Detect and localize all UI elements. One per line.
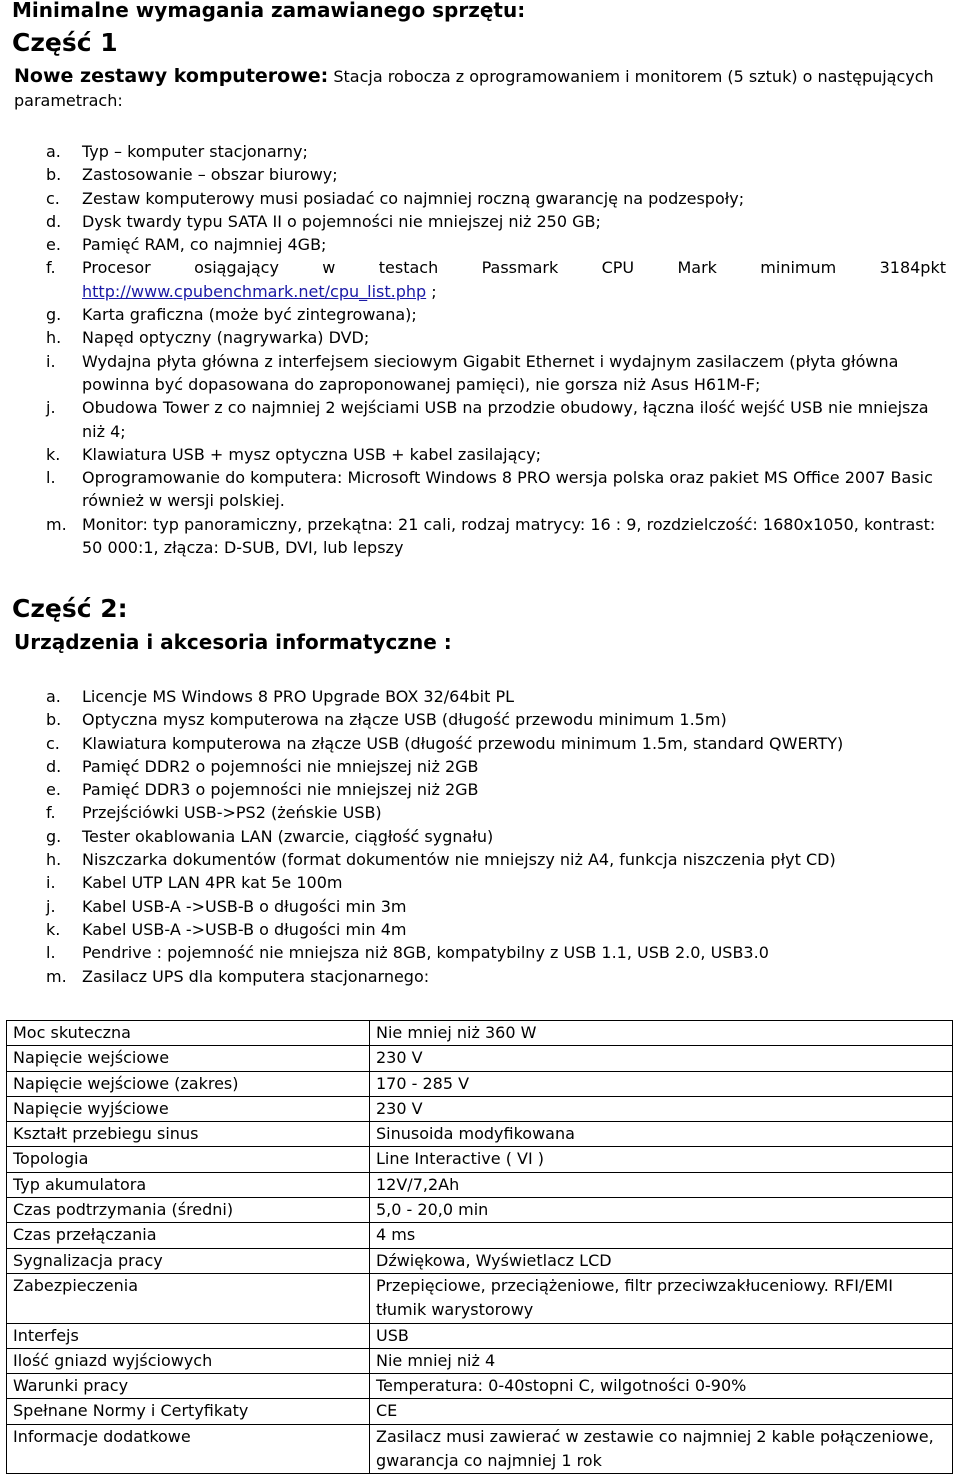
list-item-letter: f. bbox=[46, 258, 56, 278]
table-cell-value: 5,0 - 20,0 min bbox=[370, 1198, 953, 1223]
part1-intro-text: Stacja robocza z oprogramowaniem i monitorem (5 sztuk) o następujących parametrach: bbox=[14, 67, 934, 110]
list-item-text: Pamięć DDR2 o pojemności nie mniejszej niż 2GB bbox=[82, 756, 479, 776]
document-title: Minimalne wymagania zamawianego sprzętu: bbox=[12, 0, 526, 22]
table-row bbox=[7, 1348, 953, 1373]
list-item-letter: f. bbox=[46, 803, 56, 823]
part1-heading: Część 1 bbox=[12, 28, 118, 57]
part2-list bbox=[46, 685, 946, 988]
list-item bbox=[46, 256, 946, 303]
list-item bbox=[46, 918, 946, 941]
list-item-letter: c. bbox=[46, 733, 60, 753]
list-item-text: Klawiatura USB + mysz optyczna USB + kabel zasilający; bbox=[82, 444, 542, 464]
list-item-letter: j. bbox=[46, 398, 56, 418]
list-item bbox=[46, 871, 946, 894]
list-item bbox=[46, 778, 946, 801]
list-item-text: Zasilacz UPS dla komputera stacjonarnego: bbox=[82, 966, 430, 986]
list-item-text: Kabel USB-A ->USB-B o długości min 3m bbox=[82, 896, 407, 916]
list-item-letter: m. bbox=[46, 514, 67, 534]
list-item-text: Procesor osiągający w testach Passmark CPU Mark minimum 3184pkt bbox=[82, 258, 946, 278]
list-item-text: Wydajna płyta główna z interfejsem sieciowym Gigabit Ethernet i wydajnym zasilaczem (płyta główna powinna być dopasowana do zaproponowanej pamięci), nie gorsza niż Asus H61M-F; bbox=[82, 351, 899, 394]
table-cell-value: Sinusoida modyfikowana bbox=[370, 1122, 953, 1147]
list-item bbox=[46, 941, 946, 964]
list-item-text: Dysk twardy typu SATA II o pojemności nie mniejszej niż 250 GB; bbox=[82, 211, 601, 231]
part1-intro bbox=[14, 64, 949, 113]
list-item-text: Zastosowanie – obszar biurowy; bbox=[82, 165, 338, 185]
list-item-letter: i. bbox=[46, 873, 56, 893]
list-item-text: Licencje MS Windows 8 PRO Upgrade BOX 32/64bit PL bbox=[82, 687, 515, 706]
table-cell-param: Informacje dodatkowe bbox=[7, 1424, 370, 1474]
list-item-text: Niszczarka dokumentów (format dokumentów nie mniejszy niż A4, funkcja niszczenia płyt CD) bbox=[82, 850, 836, 870]
list-item-letter: h. bbox=[46, 850, 62, 870]
table-cell-param: Napięcie wejściowe (zakres) bbox=[7, 1071, 370, 1096]
table-cell-value: Line Interactive ( VI ) bbox=[370, 1147, 953, 1172]
link-suffix: ; bbox=[426, 281, 437, 301]
table-cell-value: 230 V bbox=[370, 1046, 953, 1071]
table-cell-param: Topologia bbox=[7, 1147, 370, 1172]
list-item-letter: m. bbox=[46, 966, 67, 986]
table-cell-value: 170 - 285 V bbox=[370, 1071, 953, 1096]
list-item bbox=[46, 732, 946, 755]
list-item-letter: b. bbox=[46, 710, 62, 730]
list-item bbox=[46, 140, 946, 163]
list-item-text: Klawiatura komputerowa na złącze USB (długość przewodu minimum 1.5m, standard QWERTY) bbox=[82, 733, 844, 753]
table-cell-param: Moc skuteczna bbox=[7, 1021, 370, 1046]
table-row bbox=[7, 1424, 953, 1474]
list-item bbox=[46, 965, 946, 988]
table-row bbox=[7, 1273, 953, 1323]
list-item-text: Pamięć DDR3 o pojemności nie mniejszej niż 2GB bbox=[82, 780, 479, 800]
list-item-letter: j. bbox=[46, 896, 56, 916]
list-item bbox=[46, 396, 946, 443]
list-item-letter: a. bbox=[46, 687, 61, 706]
list-item bbox=[46, 755, 946, 778]
table-cell-value: Nie mniej niż 4 bbox=[370, 1348, 953, 1373]
list-item bbox=[46, 895, 946, 918]
list-item-letter: g. bbox=[46, 826, 62, 846]
list-item bbox=[46, 210, 946, 233]
list-item-text: Optyczna mysz komputerowa na złącze USB (długość przewodu minimum 1.5m) bbox=[82, 710, 727, 730]
list-item-letter: l. bbox=[46, 943, 56, 963]
list-item bbox=[46, 443, 946, 466]
part2-subheading: Urządzenia i akcesoria informatyczne : bbox=[14, 630, 452, 654]
list-item-letter: h. bbox=[46, 328, 62, 348]
table-cell-param: Czas podtrzymania (średni) bbox=[7, 1198, 370, 1223]
list-item-text: Pendrive : pojemność nie mniejsza niż 8GB, kompatybilny z USB 1.1, USB 2.0, USB3.0 bbox=[82, 943, 769, 963]
table-row bbox=[7, 1096, 953, 1121]
list-item-text: Tester okablowania LAN (zwarcie, ciągłość sygnału) bbox=[82, 826, 494, 846]
list-item-letter: d. bbox=[46, 756, 62, 776]
list-item-letter: g. bbox=[46, 305, 62, 325]
table-cell-value: Zasilacz musi zawierać w zestawie co najmniej 2 kable połączeniowe, gwarancja co najmniej 1 rok bbox=[370, 1424, 953, 1474]
list-item-text: Monitor: typ panoramiczny, przekątna: 21 cali, rodzaj matrycy: 16 : 9, rozdzielczość: 1680x1050, kontrast: 50 000:1, złącza: D-SUB, DVI, lub lepszy bbox=[82, 514, 936, 558]
list-item-text: Zestaw komputerowy musi posiadać co najmniej roczną gwarancję na podzespoły; bbox=[82, 188, 745, 208]
table-cell-value: Dźwiękowa, Wyświetlacz LCD bbox=[370, 1248, 953, 1273]
table-cell-param: Kształt przebiegu sinus bbox=[7, 1122, 370, 1147]
list-item-text: Pamięć RAM, co najmniej 4GB; bbox=[82, 235, 327, 255]
table-row bbox=[7, 1248, 953, 1273]
list-item bbox=[46, 513, 946, 560]
list-item-text: Obudowa Tower z co najmniej 2 wejściami USB na przodzie obudowy, łączna ilość wejść USB nie mniejsza niż 4; bbox=[82, 398, 929, 441]
part1-list bbox=[46, 140, 946, 559]
table-row bbox=[7, 1374, 953, 1399]
table-cell-param: Spełnane Normy i Certyfikaty bbox=[7, 1399, 370, 1424]
list-item-text: Oprogramowanie do komputera: Microsoft Windows 8 PRO wersja polska oraz pakiet MS Office 2007 Basic również w wersji polskiej. bbox=[82, 468, 933, 511]
table-row bbox=[7, 1323, 953, 1348]
list-item-letter: e. bbox=[46, 780, 61, 800]
list-item bbox=[46, 708, 946, 731]
table-row bbox=[7, 1046, 953, 1071]
list-item-text: Kabel USB-A ->USB-B o długości min 4m bbox=[82, 919, 407, 939]
list-item-letter: c. bbox=[46, 188, 60, 208]
list-item-letter: k. bbox=[46, 444, 61, 464]
table-cell-value: CE bbox=[370, 1399, 953, 1424]
list-item bbox=[46, 825, 946, 848]
table-row bbox=[7, 1021, 953, 1046]
table-cell-param: Ilość gniazd wyjściowych bbox=[7, 1348, 370, 1373]
cpubenchmark-link[interactable]: http://www.cpubenchmark.net/cpu_list.php bbox=[82, 281, 427, 301]
table-row bbox=[7, 1198, 953, 1223]
table-row bbox=[7, 1147, 953, 1172]
table-cell-value: 230 V bbox=[370, 1096, 953, 1121]
list-item-letter: b. bbox=[46, 165, 62, 185]
list-item bbox=[46, 685, 946, 708]
table-cell-value: Temperatura: 0-40stopni C, wilgotności 0-90% bbox=[370, 1374, 953, 1399]
list-item bbox=[46, 187, 946, 210]
table-row bbox=[7, 1223, 953, 1248]
table-row bbox=[7, 1172, 953, 1197]
table-cell-param: Napięcie wyjściowe bbox=[7, 1096, 370, 1121]
list-item bbox=[46, 350, 946, 397]
list-item bbox=[46, 466, 946, 513]
list-item bbox=[46, 233, 946, 256]
table-cell-value: Przepięciowe, przeciążeniowe, filtr przeciwzakłuceniowy. RFI/EMI tłumik warystorowy bbox=[370, 1273, 953, 1323]
list-item-text: Typ – komputer stacjonarny; bbox=[82, 142, 308, 161]
table-cell-value: 4 ms bbox=[370, 1223, 953, 1248]
table-cell-param: Sygnalizacja pracy bbox=[7, 1248, 370, 1273]
list-item bbox=[46, 163, 946, 186]
table-row bbox=[7, 1399, 953, 1424]
table-cell-param: Warunki pracy bbox=[7, 1374, 370, 1399]
list-item-letter: e. bbox=[46, 235, 61, 255]
part2-heading: Część 2: bbox=[12, 594, 128, 623]
list-item-text: Przejściówki USB->PS2 (żeńskie USB) bbox=[82, 803, 382, 823]
list-item-text: Karta graficzna (może być zintegrowana); bbox=[82, 305, 417, 325]
table-cell-value: Nie mniej niż 360 W bbox=[370, 1021, 953, 1046]
list-item bbox=[46, 848, 946, 871]
list-item bbox=[46, 801, 946, 824]
list-item-text: Kabel UTP LAN 4PR kat 5e 100m bbox=[82, 873, 343, 893]
list-item bbox=[46, 326, 946, 349]
table-cell-value: USB bbox=[370, 1323, 953, 1348]
ups-spec-table bbox=[6, 1020, 953, 1474]
list-item-letter: a. bbox=[46, 142, 61, 161]
list-item-letter: l. bbox=[46, 468, 56, 488]
list-item-text: Napęd optyczny (nagrywarka) DVD; bbox=[82, 328, 370, 348]
table-cell-param: Czas przełączania bbox=[7, 1223, 370, 1248]
table-row bbox=[7, 1071, 953, 1096]
part1-intro-bold: Nowe zestawy komputerowe: bbox=[14, 65, 329, 87]
table-cell-param: Napięcie wejściowe bbox=[7, 1046, 370, 1071]
table-row bbox=[7, 1122, 953, 1147]
list-item-letter: d. bbox=[46, 211, 62, 231]
list-item-letter: i. bbox=[46, 351, 56, 371]
list-item-letter: k. bbox=[46, 919, 61, 939]
list-item bbox=[46, 303, 946, 326]
table-cell-value: 12V/7,2Ah bbox=[370, 1172, 953, 1197]
table-cell-param: Zabezpieczenia bbox=[7, 1273, 370, 1323]
table-cell-param: Typ akumulatora bbox=[7, 1172, 370, 1197]
table-cell-param: Interfejs bbox=[7, 1323, 370, 1348]
